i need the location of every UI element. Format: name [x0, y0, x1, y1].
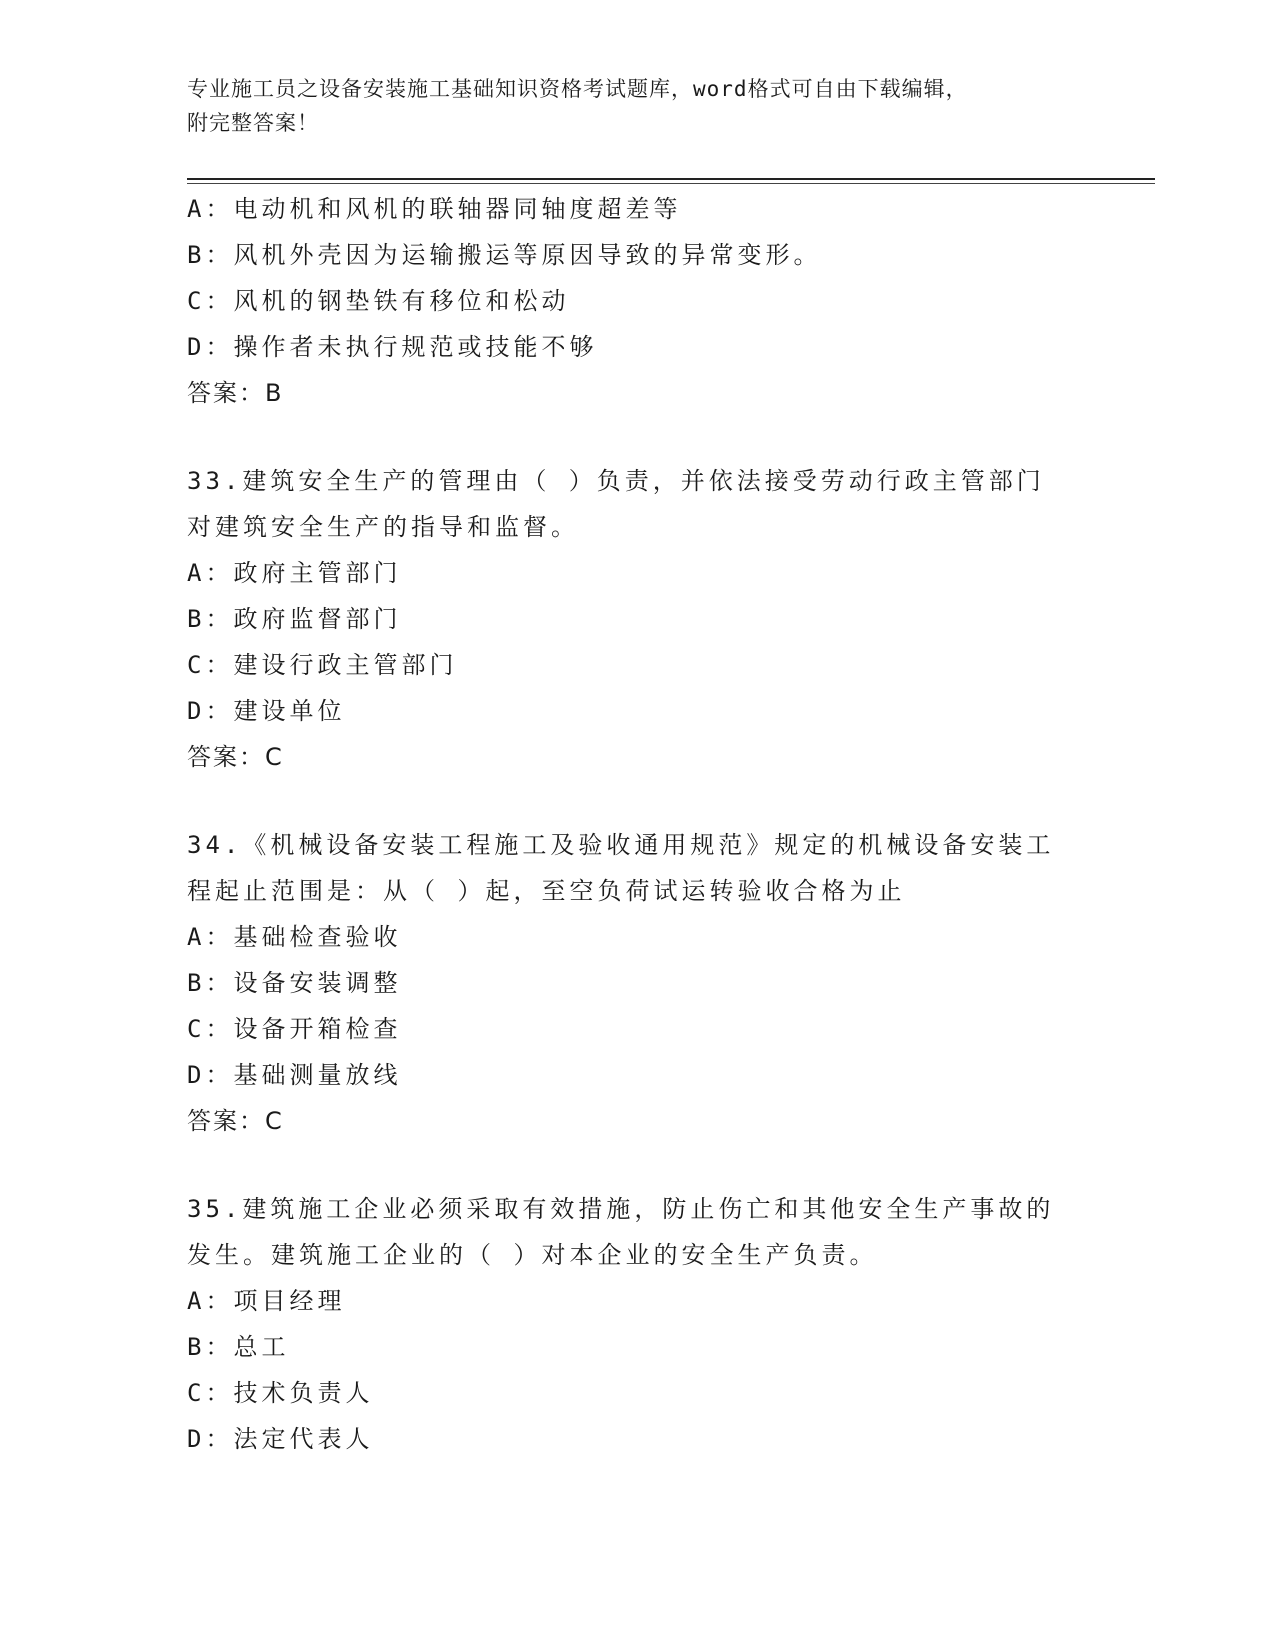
spacer [187, 1144, 1087, 1186]
answer: 答案：B [187, 379, 284, 407]
question-text-line-2: 程起止范围是：从（ ）起，至空负荷试运转验收合格为止 [187, 877, 906, 905]
header-divider-thick [187, 178, 1155, 180]
header-line-2: 附完整答案！ [187, 111, 319, 135]
option-d: D：操作者未执行规范或技能不够 [187, 333, 598, 361]
question-35 [187, 1186, 1087, 1462]
option-c: C：技术负责人 [187, 1379, 374, 1407]
option-c: C：设备开箱检查 [187, 1015, 402, 1043]
option-d: D：法定代表人 [187, 1425, 374, 1453]
option-a: A：政府主管部门 [187, 559, 402, 587]
option-d: D：建设单位 [187, 697, 346, 725]
answer: 答案：C [187, 1107, 284, 1135]
answer: 答案：C [187, 743, 284, 771]
option-b: B：总工 [187, 1333, 290, 1361]
question-text-line-2: 发生。建筑施工企业的（ ）对本企业的安全生产负责。 [187, 1241, 878, 1269]
question-text-line-2: 对建筑安全生产的指导和监督。 [187, 513, 579, 541]
spacer [187, 416, 1087, 458]
option-b: B：政府监督部门 [187, 605, 402, 633]
option-d: D：基础测量放线 [187, 1061, 402, 1089]
question-text-line-1: 34.《机械设备安装工程施工及验收通用规范》规定的机械设备安装工 [187, 831, 1055, 859]
option-a: A：项目经理 [187, 1287, 346, 1315]
option-a: A：电动机和风机的联轴器同轴度超差等 [187, 195, 682, 223]
question-text-line-1: 35.建筑施工企业必须采取有效措施，防止伤亡和其他安全生产事故的 [187, 1195, 1055, 1223]
document-header [187, 72, 1087, 140]
spacer [187, 780, 1087, 822]
question-list [187, 186, 1087, 1462]
question-34 [187, 822, 1087, 1144]
header-line-1: 专业施工员之设备安装施工基础知识资格考试题库，word格式可自由下载编辑， [187, 77, 968, 101]
option-a: A：基础检查验收 [187, 923, 402, 951]
option-b: B：设备安装调整 [187, 969, 402, 997]
question-33 [187, 458, 1087, 780]
question-text-line-1: 33.建筑安全生产的管理由（ ）负责，并依法接受劳动行政主管部门 [187, 467, 1045, 495]
option-b: B：风机外壳因为运输搬运等原因导致的异常变形。 [187, 241, 822, 269]
option-c: C：建设行政主管部门 [187, 651, 458, 679]
question-32-continued [187, 186, 1087, 416]
header-divider-thin [187, 183, 1155, 184]
option-c: C：风机的钢垫铁有移位和松动 [187, 287, 570, 315]
